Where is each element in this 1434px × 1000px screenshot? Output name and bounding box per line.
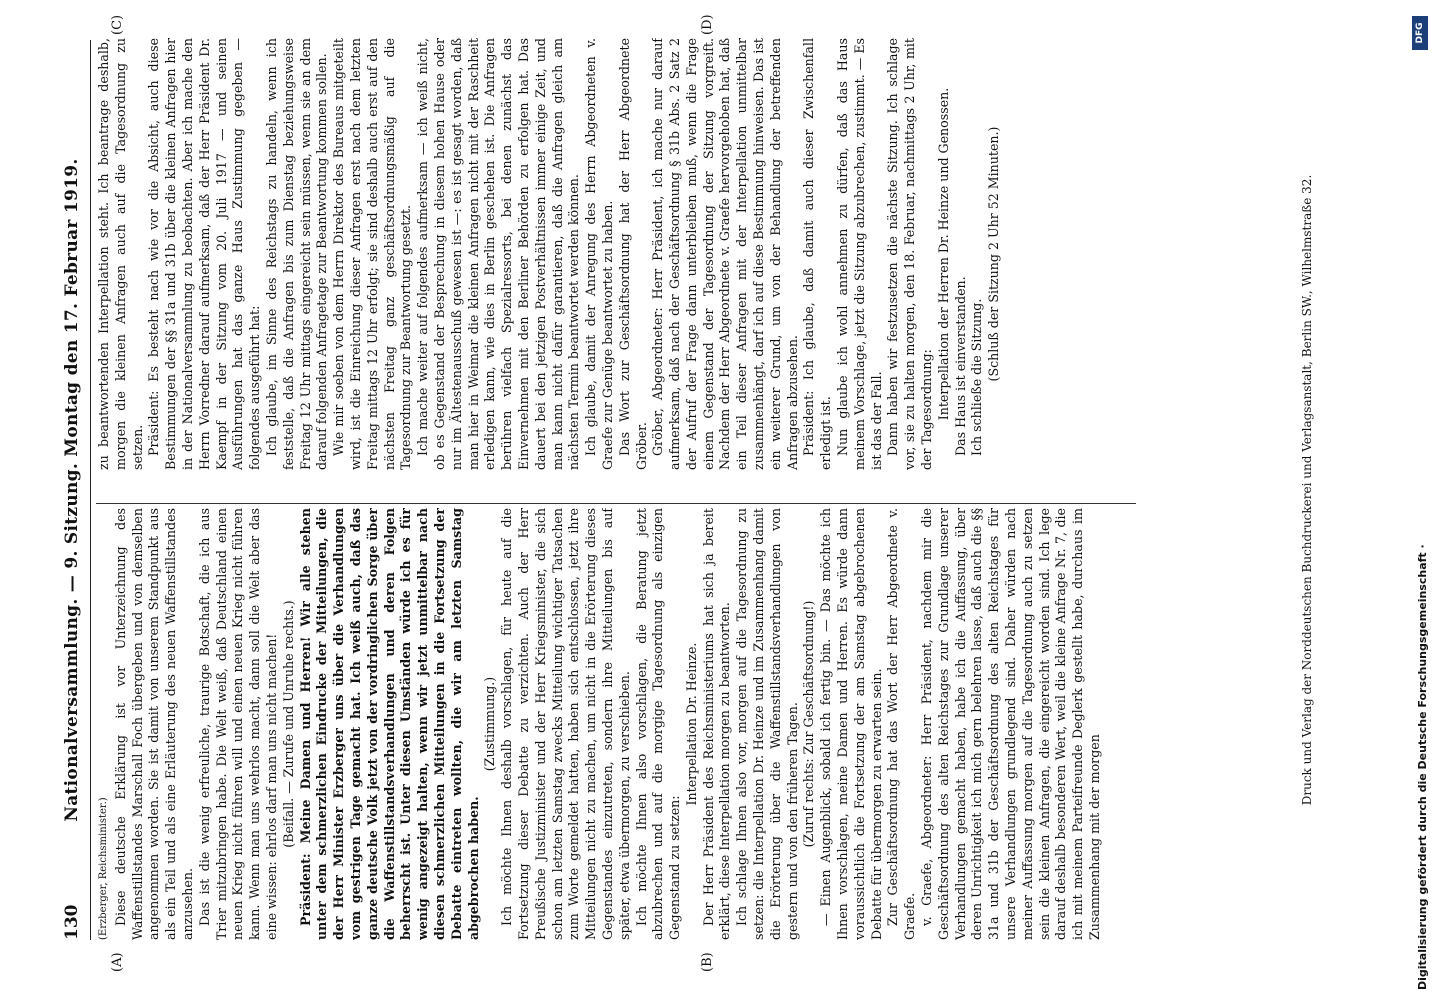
- quotation: Ich glaube, im Sinne des Reichstags zu handeln, wenn ich feststelle, daß die Anfragen bis zum Dienstag beziehungsweise Freitag 12 Uhr mittags eingereicht sein müssen, wenn sie an dem darauf folgenden Anfragetage zur Beantwortung kommen sollen.: [263, 38, 330, 470]
- paragraph: Das ist die wenig erfreuliche, traurige Botschaft, die ich aus Trier mitzubringen habe. Die Welt weiß, daß Deutschland einen neuen Krieg nicht führen will und einen neuen Krieg nicht führen kann. Wenn man uns wehrlos macht, dann soll die Welt aber das eine wissen: ehrlos darf man uns nicht machen!: [196, 508, 279, 940]
- page-number: 130: [62, 904, 82, 940]
- paragraph: Ich glaube, damit der Anregung des Herrn Abgeordneten v. Graefe zur Genüge beantwortet zu haben.: [583, 38, 615, 470]
- right-column: [96, 38, 1236, 470]
- dfg-side-note: [1410, 10, 1432, 990]
- paragraph: Der Herr Präsident des Reichsministeriums hat sich ja bereit erklärt, diese Interpellation morgen zu beantworten.: [700, 508, 733, 940]
- paragraph: Präsident: Es besteht nach wie vor die Absicht, auch diese Bestimmungen der §§ 31a und 31b über die kleinen Anfragen hier in der Nationalversammlung zu beobachten. Aber ich mache den Herrn Vorredner darauf aufmerksam, daß der Herr Präsident Dr. Kaempf in der Sitzung vom 20. Juli 1917 — und seinen Ausführungen hat das ganze Haus Zustimmung gegeben — folgendes ausgeführt hat:: [146, 38, 263, 470]
- paragraph: zu beantwortenden Interpellation steht. Ich beantrage deshalb, morgen die kleinen Anfragen auch auf die Tagesordnung zu setzen.: [96, 38, 145, 470]
- page-header: [62, 40, 88, 940]
- dfg-logo: [1412, 16, 1428, 50]
- paragraph: v. Graefe, Abgeordneter: Herr Präsident, nachdem mir die Geschäftsordnung des alten Reichstages zur Grundlage unserer Verhandlungen gemacht haben, habe ich die Auffassung, über deren Unrichtigkeit ich mich gern belehren lasse, daß auch die §§ 31a und 31b der Geschäftsordnung des alten Reichstages für unsere Verhandlungen grundlegend sind. Daher würden nach meiner Auffassung morgen auf die Tagesordnung auch zu setzen sein die kleinen Anfragen, die eingereicht worden sind. Ich lege darauf deshalb besonderen Wert, weil die kleine Anfrage Nr. 7, die ich mit meinem Parteifreunde Deglerk gestellt habe, durchaus im Zusammenhang mit der morgen: [919, 508, 1103, 940]
- paragraph: Wie mir soeben von dem Herrn Direktor des Bureaus mitgeteilt wird, ist die Einreichung dieser Anfragen erst nach dem letzten Freitag mittags 12 Uhr erfolgt; sie sind deshalb auch erst auf den nächsten Freitag ganz geschäftsordnungsmäßig auf die Tagesordnung zur Beantwortung gesetzt.: [331, 38, 414, 470]
- agenda-item: Interpellation Dr. Heinze.: [683, 642, 699, 806]
- closing-note: (Schluß der Sitzung 2 Uhr 52 Minuten.): [986, 126, 1002, 382]
- paragraph: Ich möchte Ihnen deshalb vorschlagen, für heute auf die Fortsetzung dieser Debatte zu verzichten. Auch der Herr Preußische Justizminister und der Herr Kriegsminister, die sich schon am letzten Samstag zwecks Mitteilung wichtiger Tatsachen zum Worte gemeldet hatten, haben sich entschlossen, jetzt ihre Mitteilungen nicht zu machen, um nicht in die Erörterung dieses Gegenstandes einzutreten, sondern ihre Mitteilungen bis auf später, etwa übermorgen, zu verschieben.: [499, 508, 632, 940]
- paragraph: Das Wort zur Geschäftsordnung hat der Herr Abgeordnete Gröber.: [616, 38, 649, 470]
- paragraph: — Einen Augenblick, sobald ich fertig bin. — Das möchte ich Ihnen vorschlagen, meine Damen und Herren. Es würde dann voraussichtlich die Fortsetzung der am Samstag abgebrochenen Debatte für übermorgen zu erwarten sein.: [818, 508, 884, 940]
- paragraph: Ich schlage Ihnen also vor, morgen auf die Tagesordnung zu setzen: die Interpellation Dr. Heinze und im Zusammenhang damit die Erörterung über die Waffenstillstandsverhandlungen von gestern und von den früheren Tagen.: [734, 508, 800, 940]
- page-title: Nationalversammlung. — 9. Sitzung. Montag den 17. Februar 1919.: [62, 158, 82, 822]
- paragraph: Dann haben wir festzusetzen die nächste Sitzung. Ich schlage vor, sie zu halten morgen, den 18. Februar, nachmittags 2 Uhr, mit der Tagesordnung:: [885, 38, 935, 470]
- agenda-item: Interpellation der Herren Dr. Heinze und Genossen.: [935, 87, 951, 421]
- margin-mark-c: (C): [110, 14, 125, 35]
- speaker-continuation: (Erzberger, Reichsminister.): [98, 797, 109, 940]
- left-column: [96, 508, 1236, 940]
- paragraph: Präsident: Ich glaube, daß damit auch dieser Zwischenfall erledigt ist.: [801, 38, 834, 470]
- paragraph: Ich mache weiter auf folgendes aufmerksam — ich weiß nicht, ob es Gegenstand der Besprechung in diesem hohen Hause oder nur im Ältestenausschuß gewesen ist —: es ist gesagt worden, daß man hier in Weimar die kleinen Anfragen nicht mit der Raschheit erledigen kann, wie dies in Berlin geschehen ist. Die Anfragen berühren vielfach Spezialressorts, bei denen zunächst das Einvernehmen mit den Berliner Behörden zu erfolgen hat. Das dauert bei den jetzigen Postverhältnissen immer einige Zeit, und man kann nicht dafür garantieren, daß die Anfragen gleich am nächsten Termin beantwortet werden können.: [415, 38, 582, 470]
- paragraph: Präsident: Meine Damen und Herren! Wir alle stehen unter dem schmerzlichen Eindrucke der Mitteilungen, die der Herr Minister Erzberger uns über die Verhandlungen vom gestrigen Tage gemacht hat. Ich weiß auch, daß das ganze deutsche Volk jetzt von der vordringlichen Sorge über die Waffenstillstandsverhandlungen und deren Folgen beherrscht ist. Unter diesen Umständen würde ich es für wenig angezeigt halten, wenn wir jetzt unmittelbar nach diesen schmerzlichen Mitteilungen in die Fortsetzung der Debatte eintreten wollten, die wir am letzten Samstag abgebrochen haben.: [297, 508, 481, 940]
- column-divider: [96, 503, 1136, 504]
- funding-note: Digitalisierung gefördert durch die Deutsche Forschungsgemeinschaft ·: [1416, 544, 1429, 990]
- margin-mark-a: (A): [110, 952, 125, 972]
- paragraph: Das Haus ist einverstanden.: [952, 276, 968, 456]
- interjection: (Zuruf rechts: Zur Geschäftsordnung!): [801, 600, 817, 848]
- margin-mark-b: (B): [700, 952, 715, 972]
- imprint-footer: Druck und Verlag der Norddeutschen Buchdruckerei und Verlagsanstalt, Berlin SW., Wilhelmstraße 32.: [1300, 174, 1314, 806]
- paragraph: Nun glaube ich wohl annehmen zu dürfen, daß das Haus meinem Vorschlage, jetzt die Sitzung abzubrechen, zustimmt. — Es ist das der Fall.: [835, 38, 884, 470]
- paragraph: Zur Geschäftsordnung hat das Wort der Herr Abgeordnete v. Graefe.: [885, 508, 918, 940]
- margin-mark-d: (D): [700, 14, 715, 35]
- paragraph: Gröber, Abgeordneter: Herr Präsident, ich mache nur darauf aufmerksam, daß nach der Geschäftsordnung § 31b Abs. 2 Satz 2 der Aufruf der Frage dann unterbleiben muß, wenn die Frage einem Gegenstand der Tagesordnung der Sitzung vorgreift. Nachdem der Herr Abgeordnete v. Graefe hervorgehoben hat, daß ein Teil dieser Anfragen mit der Interpellation unmittelbar zusammenhängt, darf ich auf diese Bestimmung hinweisen. Das ist ein weiterer Grund, um von der Behandlung der betreffenden Anfragen abzusehen.: [650, 38, 800, 470]
- paragraph: Ich möchte Ihnen also vorschlagen, die Beratung jetzt abzubrechen und auf die morgige Tagesordnung als einzigen Gegenstand zu setzen:: [633, 508, 683, 940]
- interjection: (Beifall. — Zurufe und Unruhe rechts.): [280, 600, 296, 848]
- paragraph: Diese deutsche Erklärung ist vor Unterzeichnung des Waffenstillstandes Marschall Foch übergeben und von demselben angenommen worden. Sie ist damit von unserem Standpunkt aus als ein Teil und als eine Erläuterung des neuen Waffenstillstandes anzusehen.: [112, 508, 195, 940]
- dfg-logo-label: DFG: [1415, 22, 1425, 44]
- interjection: (Zustimmung.): [482, 676, 498, 772]
- header-rule: [90, 40, 91, 940]
- paragraph: Ich schließe die Sitzung.: [969, 298, 985, 456]
